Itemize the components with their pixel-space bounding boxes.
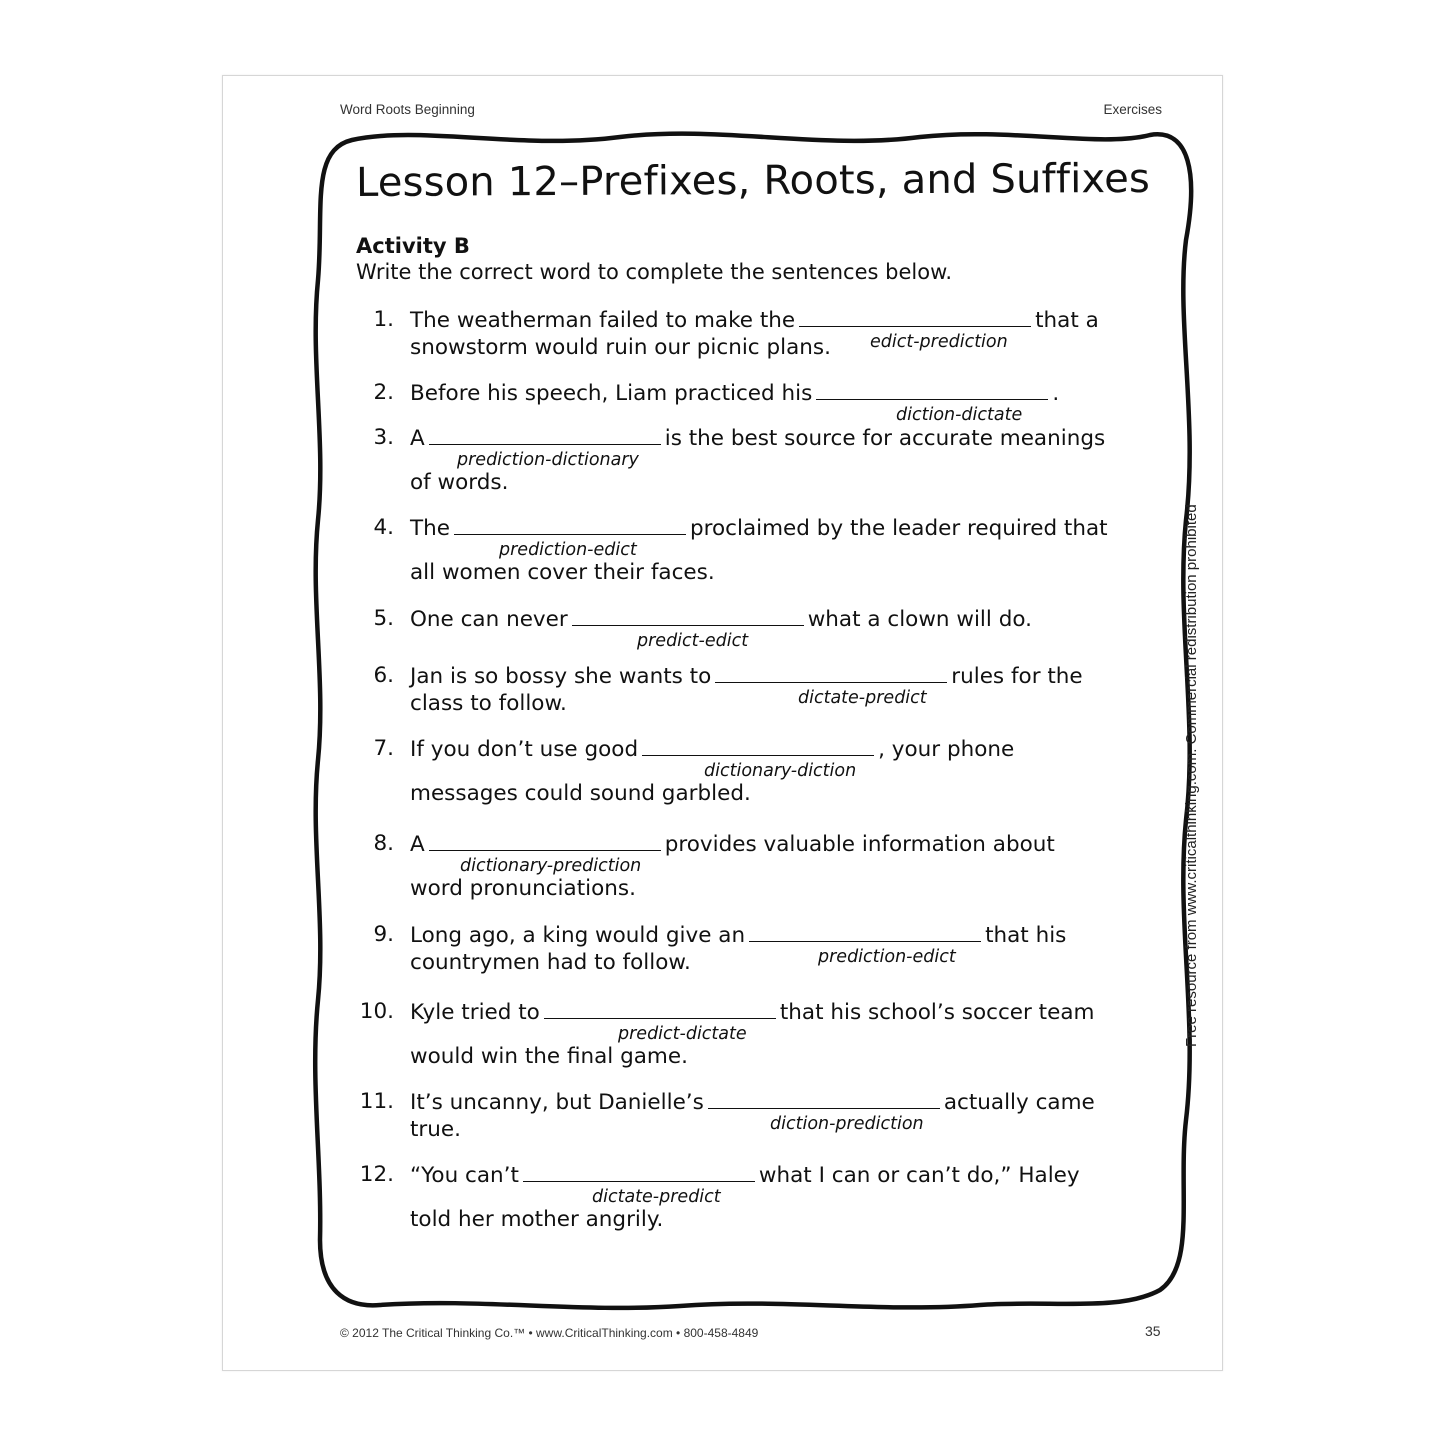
- word-choice-hint: dictate-predict: [798, 688, 927, 708]
- question-text-after: actually came: [943, 1090, 1095, 1115]
- question-number: 4.: [373, 515, 394, 540]
- word-choice-hint: predict-edict: [637, 631, 749, 651]
- question-text-before: Long ago, a king would give an: [410, 923, 746, 948]
- question-text-after: is the best source for accurate meanings: [664, 426, 1106, 451]
- answer-blank[interactable]: [642, 735, 874, 756]
- question-text-before: Kyle tried to: [410, 1000, 540, 1025]
- question-text-line2: all women cover their faces.: [410, 560, 715, 585]
- question-text-line2: told her mother angrily.: [410, 1207, 664, 1232]
- question-text-before: “You can’t: [410, 1163, 519, 1188]
- word-choice-hint: predict-dictate: [618, 1024, 747, 1044]
- question-text-line2: would win the final game.: [410, 1044, 688, 1069]
- question-text-after: provides valuable information about: [664, 832, 1055, 857]
- question-text-before: Jan is so bossy she wants to: [410, 664, 712, 689]
- question-text-after: what I can or can’t do,” Haley: [758, 1163, 1080, 1188]
- word-choice-hint: edict-prediction: [870, 332, 1008, 352]
- question-number: 12.: [359, 1162, 394, 1187]
- activity-instructions: Write the correct word to complete the sentences below.: [356, 260, 952, 284]
- question-number: 7.: [373, 736, 394, 761]
- question-text-after: that a: [1035, 308, 1099, 333]
- question-number: 8.: [373, 831, 394, 856]
- question-text-after: , your phone: [878, 737, 1015, 762]
- question-text-after: what a clown will do.: [807, 607, 1032, 632]
- activity-title: Activity B: [356, 234, 470, 258]
- answer-blank[interactable]: [816, 379, 1048, 400]
- page-number: 35: [1145, 1323, 1161, 1339]
- word-choice-hint: prediction-edict: [499, 540, 637, 560]
- question-text-after: that his: [985, 923, 1067, 948]
- answer-blank[interactable]: [572, 605, 804, 626]
- copyright-side-note: Free resource from www.criticalthinking.com. Commercial redistribution prohibited: [1183, 504, 1200, 1047]
- question-number: 9.: [373, 922, 394, 947]
- answer-blank[interactable]: [523, 1161, 755, 1182]
- header-section: Exercises: [1103, 102, 1162, 117]
- question-text-before: Before his speech, Liam practiced his: [410, 381, 813, 406]
- answer-blank[interactable]: [454, 514, 686, 535]
- question-text-before: A: [410, 426, 425, 451]
- question-text-after: proclaimed by the leader required that: [690, 516, 1108, 541]
- word-choice-hint: dictionary-diction: [704, 761, 857, 781]
- answer-blank[interactable]: [544, 998, 776, 1019]
- question-text-before: One can never: [410, 607, 568, 632]
- answer-blank[interactable]: [749, 921, 981, 942]
- question-text-line2: class to follow.: [410, 691, 567, 716]
- question-text-after: rules for the: [951, 664, 1083, 689]
- question-number: 2.: [373, 380, 394, 405]
- answer-blank[interactable]: [429, 424, 661, 445]
- question-text-line2: messages could sound garbled.: [410, 781, 751, 806]
- question-number: 5.: [373, 606, 394, 631]
- question-text-after: that his school’s soccer team: [779, 1000, 1095, 1025]
- answer-blank[interactable]: [799, 306, 1031, 327]
- question-number: 10.: [359, 999, 394, 1024]
- header-book-title: Word Roots Beginning: [340, 102, 475, 117]
- question-number: 6.: [373, 663, 394, 688]
- question-text-before: A: [410, 832, 425, 857]
- word-choice-hint: diction-prediction: [770, 1114, 924, 1134]
- lesson-title: Lesson 12–Prefixes, Roots, and Suffixes: [355, 155, 1151, 206]
- question-number: 1.: [373, 307, 394, 332]
- answer-blank[interactable]: [429, 830, 661, 851]
- word-choice-hint: diction-dictate: [896, 405, 1023, 425]
- question-text-before: If you don’t use good: [410, 737, 639, 762]
- footer-copyright: © 2012 The Critical Thinking Co.™ • www.CriticalThinking.com • 800-458-4849: [340, 1326, 759, 1340]
- word-choice-hint: prediction-edict: [818, 947, 956, 967]
- question-text-line2: countrymen had to follow.: [410, 950, 691, 975]
- question-text-before: It’s uncanny, but Danielle’s: [410, 1090, 704, 1115]
- question-text-line2: word pronunciations.: [410, 876, 636, 901]
- question-number: 11.: [359, 1089, 394, 1114]
- question-text-line2: of words.: [410, 470, 509, 495]
- word-choice-hint: dictate-predict: [592, 1187, 721, 1207]
- answer-blank[interactable]: [708, 1088, 940, 1109]
- question-text-line2: true.: [410, 1117, 461, 1142]
- question-number: 3.: [373, 425, 394, 450]
- answer-blank[interactable]: [715, 662, 947, 683]
- question-text-line2: snowstorm would ruin our picnic plans.: [410, 335, 831, 360]
- question-text-after: .: [1052, 381, 1060, 406]
- word-choice-hint: prediction-dictionary: [457, 450, 639, 470]
- question-text-before: The: [410, 516, 450, 541]
- question-text-before: The weatherman failed to make the: [410, 308, 796, 333]
- word-choice-hint: dictionary-prediction: [460, 856, 642, 876]
